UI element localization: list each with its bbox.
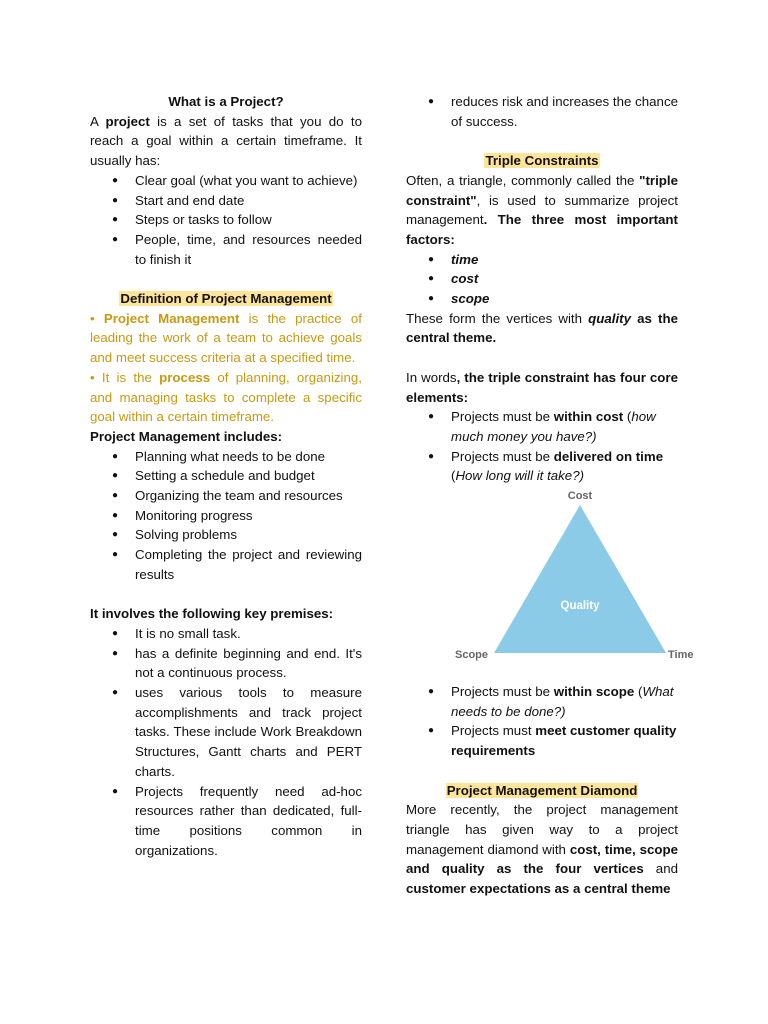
diamond-paragraph: More recently, the project management triangle has given way to a project management diamond with cost, time, scope and quality as the four vertices and customer expectations as a central theme bbox=[406, 802, 679, 897]
list-item: ● People, time, and resources needed to finish it bbox=[90, 230, 362, 269]
list-item: ● It is no small task. bbox=[90, 624, 362, 644]
project-list bbox=[90, 171, 362, 270]
list-item: ● time bbox=[406, 250, 678, 270]
list-item: ● Solving problems bbox=[90, 525, 362, 545]
triple-paragraph: Often, a triangle, commonly called the "triple constraint", is used to summarize project management. The three most important factors: bbox=[406, 172, 678, 247]
triangle-graphic bbox=[446, 486, 706, 682]
list-item: ● Projects frequently need ad-hoc resources rather than dedicated, full-time positions common in organizations. bbox=[90, 782, 362, 861]
triple-constraints-heading: Triple Constraints bbox=[485, 153, 599, 169]
includes-heading: Project Management includes: bbox=[90, 428, 283, 444]
definition-paragraph-2: • It is the process of planning, organizing, and managing tasks to complete a specific goal within a certain timeframe. bbox=[90, 369, 362, 425]
list-item: ● Projects must be within scope (What needs to be done?) bbox=[406, 682, 678, 721]
right-column bbox=[406, 92, 694, 899]
premises-list bbox=[90, 624, 362, 860]
vertices-paragraph: These form the vertices with quality as the central theme. bbox=[406, 310, 678, 346]
list-item: ● Monitoring progress bbox=[90, 506, 362, 526]
project-intro: A project is a set of tasks that you do to reach a goal within a certain timeframe. It usually has: bbox=[90, 113, 362, 169]
in-words-paragraph: In words, the triple constraint has four core elements: bbox=[406, 369, 678, 405]
list-item: ● Steps or tasks to follow bbox=[90, 210, 362, 230]
list-item: ● Start and end date bbox=[90, 191, 362, 211]
list-item: ● Setting a schedule and budget bbox=[90, 466, 362, 486]
list-item: ● cost bbox=[406, 269, 678, 289]
list-item: ● Organizing the team and resources bbox=[90, 486, 362, 506]
list-item: ● Projects must meet customer quality requirements bbox=[406, 721, 678, 760]
definition-heading: Definition of Project Management bbox=[120, 291, 332, 307]
factors-list bbox=[406, 250, 678, 309]
continued-list bbox=[406, 92, 678, 131]
quality-label: Quality bbox=[560, 600, 600, 613]
project-heading: What is a Project? bbox=[168, 94, 284, 109]
diamond-heading: Project Management Diamond bbox=[446, 782, 638, 798]
list-item: ● has a definite beginning and end. It's not a continuous process. bbox=[90, 644, 362, 683]
list-item: ● Projects must be delivered on time (How long will it take?) bbox=[406, 447, 678, 486]
list-item: ● reduces risk and increases the chance of success. bbox=[406, 92, 678, 131]
definition-paragraph-1: • Project Management is the practice of leading the work of a team to achieve goals and meet success criteria at a specified time. bbox=[90, 310, 362, 366]
cost-label: Cost bbox=[567, 490, 593, 503]
includes-list bbox=[90, 447, 362, 585]
list-item: ● scope bbox=[406, 289, 678, 309]
triple-constraint-diagram bbox=[446, 486, 694, 682]
premises-heading: It involves the following key premises: bbox=[90, 606, 334, 622]
list-item: ● uses various tools to measure accomplishments and track project tasks. These include Work Breakdown Structures, Gantt charts and PERT charts. bbox=[90, 683, 362, 782]
scope-label: Scope bbox=[455, 649, 489, 662]
core-elements-list-continued bbox=[406, 682, 678, 761]
time-label: Time bbox=[668, 649, 694, 662]
list-item: ● Clear goal (what you want to achieve) bbox=[90, 171, 362, 191]
list-item: ● Planning what needs to be done bbox=[90, 447, 362, 467]
core-elements-list bbox=[406, 407, 678, 486]
triangle-shape bbox=[494, 505, 666, 653]
left-column bbox=[90, 92, 362, 860]
list-item: ● Completing the project and reviewing results bbox=[90, 545, 362, 584]
list-item: ● Projects must be within cost (how much money you have?) bbox=[406, 407, 678, 446]
